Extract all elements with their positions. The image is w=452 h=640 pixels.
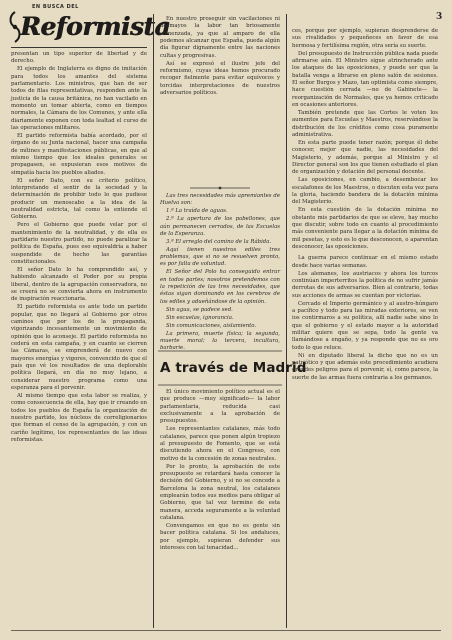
column-2-article bbox=[160, 389, 280, 631]
column-2-needs-list bbox=[160, 193, 280, 352]
needs-item: Sin escuelas, ignorancia. bbox=[166, 314, 234, 321]
paragraph: Los alemanes, los austriacos y ahora los turcos continúan imperterritos la política de no sufrir jamás derrotas de sus adversarios. Bien al contrario, todas sus acciones de armas se cuentan por victorias. bbox=[292, 270, 438, 299]
paragraph: El partido reformista es ante todo un partido popular, que no llegará al Gobierno por otros caminos que por los de la propaganda, vigorizando incesantemente un movimiento de opinión que lo aconseje. El partido reformista no cederá en esta campaña, y en cuanto se cierren las Cámaras, se emprenderá de nuevo con mayores energías y vigores, convencido de que el país que vé los resultados de una deplorable política llegará, en día no muy lejano, a considerar nuestro programa como una esperanza para el porvenir. bbox=[11, 304, 147, 392]
footer-rule bbox=[11, 630, 441, 631]
paragraph: presentan un tipo superior de libertad y de derecho. bbox=[11, 51, 147, 65]
paragraph: El señor Dato, con su criterio político, interpretando el sentir de la sociedad y la determinación de prohibir todo lo que pudiese producir un menoscabo a la idea de la neutralidad estricta, tal como la entiende el Gobierno. bbox=[11, 177, 147, 221]
section-ornament-rule bbox=[190, 186, 250, 190]
needs-item: 2.ª La apertura de los pabellones, que aún permanecen cerrados, de las Escuelas de la Esperanza. bbox=[160, 216, 280, 237]
needs-item: Aquí tienen nuestros ediles tres problemas, que si no se resuelven pronto, es por falta de voluntad. bbox=[160, 246, 280, 268]
page-number: 3 bbox=[436, 12, 443, 22]
paragraph: El único movimiento político actual es el que produce —muy significado— la labor parlamentaria, reducida casi exclusivamente a la aprobación de presupuestos. bbox=[160, 389, 280, 425]
masthead-title: Reformista bbox=[20, 12, 171, 41]
column-divider-2 bbox=[286, 14, 287, 628]
paragraph: Las oposiciones, en cambio, a desembocar los escalafones de los Maestros, o discuten esta vez para la gloria, haciendo bandera de la dotación mínima del Magisterio. bbox=[292, 177, 438, 206]
paragraph: Los representantes catalanes, más todo catalanes, parece que ponen algún tropiezo al presupuesto de Fomento, que se está discutiendo ahora en el Congreso, con motivo de la concesión de zonas neutrales. bbox=[160, 426, 280, 462]
needs-intro: Las tres necesidades más apremiantes de Huelva son: bbox=[160, 193, 280, 207]
needs-item: 3.ª El arreglo del camino de la Rábida. bbox=[166, 238, 272, 245]
column-divider-1 bbox=[153, 14, 154, 628]
paragraph: Convengamos en que no es gente sin bacer política catalana. Si los andaluces, por ejemplo, supieran defender sus intereses con tal tenacidad... bbox=[160, 522, 280, 551]
masthead-kicker: EN BUSCA DEL bbox=[32, 4, 79, 10]
needs-item: 1.ª La traída de aguas. bbox=[166, 208, 228, 215]
needs-item: Sin comunicaciones, aislamiento. bbox=[166, 322, 257, 329]
paragraph: En nuestro proseguir sin vacilaciones ni desmayos la labor tan briosamente comenzada, ya que al amparo de ella podemos alcanzar que España, pueda algún día figurar dignamente entre las naciones cultas y progresivas. bbox=[160, 16, 280, 59]
paragraph: En esta cuestión de la dotación mínima no obstante mis partidarios de que se eleve, hay mucho que discutir, sobre todo en cuanto al procedimiento más conveniente para llegar a la dotación mínima de mil pesetas, y esto es lo que desconocen, o aparentan desconocer, las oposiciones. bbox=[292, 207, 438, 250]
paragraph: Por lo pronto, la aprobación de este presupuesto se retardará hasta conocer la decisión del Gobierno, y si no se concede a Barcelona la zona neutral, los catalanes emplearán todos sus medios para obligar al Gobierno, que tal vez termine de esta manera, acceda seguramente a la voluntad catalana. bbox=[160, 463, 280, 522]
masthead-rule bbox=[11, 47, 147, 48]
needs-item: El Señor del Polo ha conseguido entrar en todos partes; nosotros pretendemos con la repetición de las tres necesidades, que éstas sigan dominando en los cerebros de los ediles y adueñándose de la opinión. bbox=[160, 269, 280, 305]
headline: A través de Madrid bbox=[160, 360, 307, 376]
paragraph: Al mismo tiempo que esta labor se realiza, y como consecuencia de ella, hay que ir creando en todos los pueblos de España la organización de nuestro partido, los núcleos de correligionarios que forman el censo de la agrupación, y con un cariño legítimo, los representantes de las ideas reformistas. bbox=[11, 392, 147, 444]
column-3 bbox=[292, 28, 438, 628]
needs-item: La primera, muerte física; la segunda, muerte moral; la tercera, incultura, barbarie. bbox=[160, 330, 280, 352]
paragraph: Cercado el Imperio germánico y al austro-húngaro a pacífico y todo para las miradas exteriores, se ven ios contirmaros a su política, allí nadie sabe sino lo que el gobierno y el estado mayor a la autoridad militar quiere que se sepa, todo la gente va llamándose a engaño, y ya responde que no es oro todo lo que reluce. bbox=[292, 300, 438, 351]
paragraph: Del presupuesto de Instrucción pública nada puede afirmarse aún. El Ministro sigue atrincherado ante los ataques de las oposiciones, y puede ser que la batalla venga a librarse en pleno salón de sesiones. El señor Burgos y Mazo, tan optimista como siempre, hace cuestión cerrada —no de Gabinete— la reorganización de Normales, que ya hemos criticado en ocasiones anteriores. bbox=[292, 50, 438, 109]
paragraph: En esta parte puede tener razón; porque él debe conocer, mejor que nadie, las necesidades del Magisterio, y además, porque al Ministro y el Director general son los que tienen estudiado el plan de organización y dotación del personal docente. bbox=[292, 139, 438, 176]
paragraph: Ni en diputado liberal la dicho que no es un patriótico y que además este procedimiento acudiera grandes peligros para el porvenir, sí, como parece, la suerte de las armas fuera contraria a los germanos. bbox=[292, 352, 438, 381]
paragraph: Pero el Gobierno que puede velar por el mantenimiento de la neutralidad, y de ella es partidario nuestro partido, no puede paralizar la política de España, pues eso equivaldría a haber suspendido de hecho las garantías constitucionales. bbox=[11, 222, 147, 265]
paragraph: La guerra parece continuar en el mismo estado desde hace varias semanas. bbox=[292, 255, 438, 269]
paragraph: El partido reformista había acordado, por el órgano de su Junta nacional, hacer una campaña de mítines y manifestaciones públicas, en que al mismo tiempo que los ideales generales se propagasen, se expusieran esos motivos de simpatía hacia los pueblos aliados. bbox=[11, 132, 147, 176]
masthead bbox=[6, 4, 171, 46]
column-1 bbox=[11, 51, 147, 626]
paragraph: El señor Dato lo ha comprendido así, y habiendo alcanzado el Poder por su propia liberal, dentro de la agrupación conservadora, no se creerá no se convierta ahora en instrumento de inspiración reaccionaria. bbox=[11, 266, 147, 303]
paragraph: ces, porque por ejemplo, supieran desprenderse de sus rivalidades y pequeñeces en favor de esa hermosa y fertilísima región, otra sería su suerte. bbox=[292, 28, 438, 49]
needs-item: Sin agua, se padece sed. bbox=[166, 306, 233, 313]
paragraph: También pretende que las Cortes le voten los aumentos para Escuelas y Maestros, reservándose la distribución de los créditos como cosa puramente administrativa. bbox=[292, 109, 438, 138]
column-2-top bbox=[160, 16, 280, 196]
paragraph: Así se expresó el ilustre jefe del reformismo, cuyas ideas hemos procurado recoger fielmente para evitar equívocos y torcidas interpretaciones de nuestros adversarios políticos. bbox=[160, 60, 280, 97]
paragraph: El ejemplo de Inglaterra es digno de imitación para todos los amantes del sistema parlamentario. Los ministros, que han de ser todos de filas representativas, responden ante la justicia de la causa británica, no han vacilado en momento un tomar abierta, como en tiempos normales, la Cámara de los Comunes, y ante ella diariamente exponen con toda lealtad el curso de las operaciones militares. bbox=[11, 66, 147, 132]
